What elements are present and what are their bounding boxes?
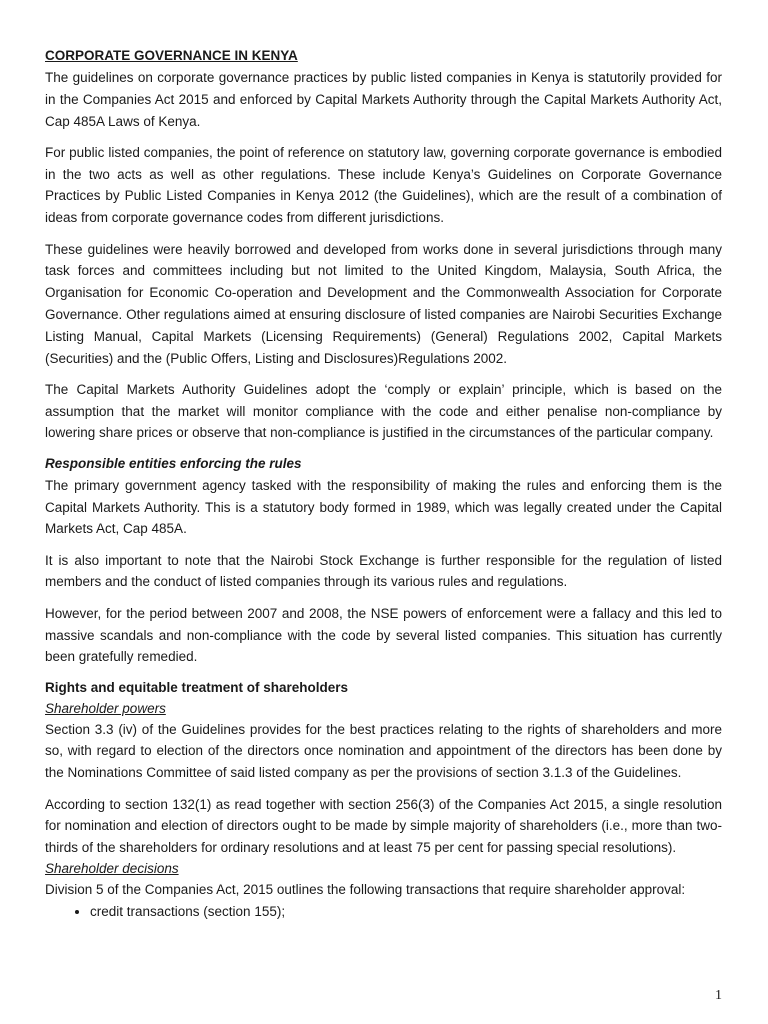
decisions-intro: Division 5 of the Companies Act, 2015 outlines the following transactions that require shareholder approval: (45, 881, 686, 897)
list-item: • credit transactions (section 155); (90, 901, 722, 922)
section-heading-rights: Rights and equitable treatment of shareholders (45, 679, 349, 695)
responsible-paragraph-2: It is also important to note that the Nairobi Stock Exchange is further responsible for the regulation of listed members and the conduct of listed companies through its various rules and regulations. (45, 552, 722, 590)
intro-paragraph-1: The guidelines on corporate governance practices by public listed companies in Kenya is statutorily provided for in the Companies Act 2015 and enforced by Capital Markets Authority through the Capital Markets Authority Act, Cap 485A Laws of Kenya. (45, 70, 722, 129)
page-number: 1 (715, 988, 722, 1003)
subheading-shareholder-decisions: Shareholder decisions (45, 860, 179, 876)
subheading-shareholder-powers: Shareholder powers (45, 700, 166, 716)
responsible-paragraph-1: The primary government agency tasked with the responsibility of making the rules and enforcing them is the Capital Markets Authority. This is a statutory body formed in 1989, which was legally created under the Capital Markets Act, Cap 485A. (45, 477, 722, 537)
responsible-paragraph-3: However, for the period between 2007 and 2008, the NSE powers of enforcement were a fallacy and this led to massive scandals and non-compliance with the code by several listed companies. This situation has currently been gratefully remedied. (45, 605, 722, 665)
rights-paragraph-2: According to section 132(1) as read together with section 256(3) of the Companies Act 2015, a single resolution for nomination and election of directors ought to be made by simple majority of shareholders (i.e., more than two-thirds of the shareholders for ordinary resolutions and at least 75 per cent for passing special resolutions). (45, 796, 722, 856)
document-title: CORPORATE GOVERNANCE IN KENYA (45, 48, 298, 63)
intro-paragraph-3: These guidelines were heavily borrowed and developed from works done in several jurisdictions through many task forces and committees including but not limited to the United Kingdom, Malaysia, South Africa, the Organisation for Economic Co-operation and Development and the Commonwealth Association for Corporate Governance. Other regulations aimed at ensuring disclosure of listed companies are Nairobi Securities Exchange Listing Manual, Capital Markets (Licensing Requirements) (General) Regulations 2002, Capital Markets (Securities) and the (Public Offers, Listing and Disclosures)Regulations 2002. (45, 241, 722, 366)
document-page (45, 47, 722, 922)
transactions-list (45, 901, 722, 922)
intro-paragraph-4: The Capital Markets Authority Guidelines adopt the ‘comply or explain’ principle, which is based on the assumption that the market will monitor compliance with the code and either penalise non-compliance by lowering share prices or observe that non-compliance is justified in the circumstances of the particular company. (45, 381, 722, 441)
rights-paragraph-1: Section 3.3 (iv) of the Guidelines provides for the best practices relating to the rights of shareholders and more so, with regard to election of the directors once nomination and appointment of the directors has been done by the Nominations Committee of said listed company as per the provisions of section 3.1.3 of the Guidelines. (45, 721, 722, 781)
intro-paragraph-2: For public listed companies, the point of reference on statutory law, governing corporate governance is embodied in the two acts as well as other regulations. These include Kenya’s Guidelines on Corporate Governance Practices by Public Listed Companies in Kenya 2012 (the Guidelines), which are the result of a combination of ideas from corporate governance codes from different jurisdictions. (45, 144, 722, 226)
section-heading-responsible: Responsible entities enforcing the rules (45, 455, 302, 471)
